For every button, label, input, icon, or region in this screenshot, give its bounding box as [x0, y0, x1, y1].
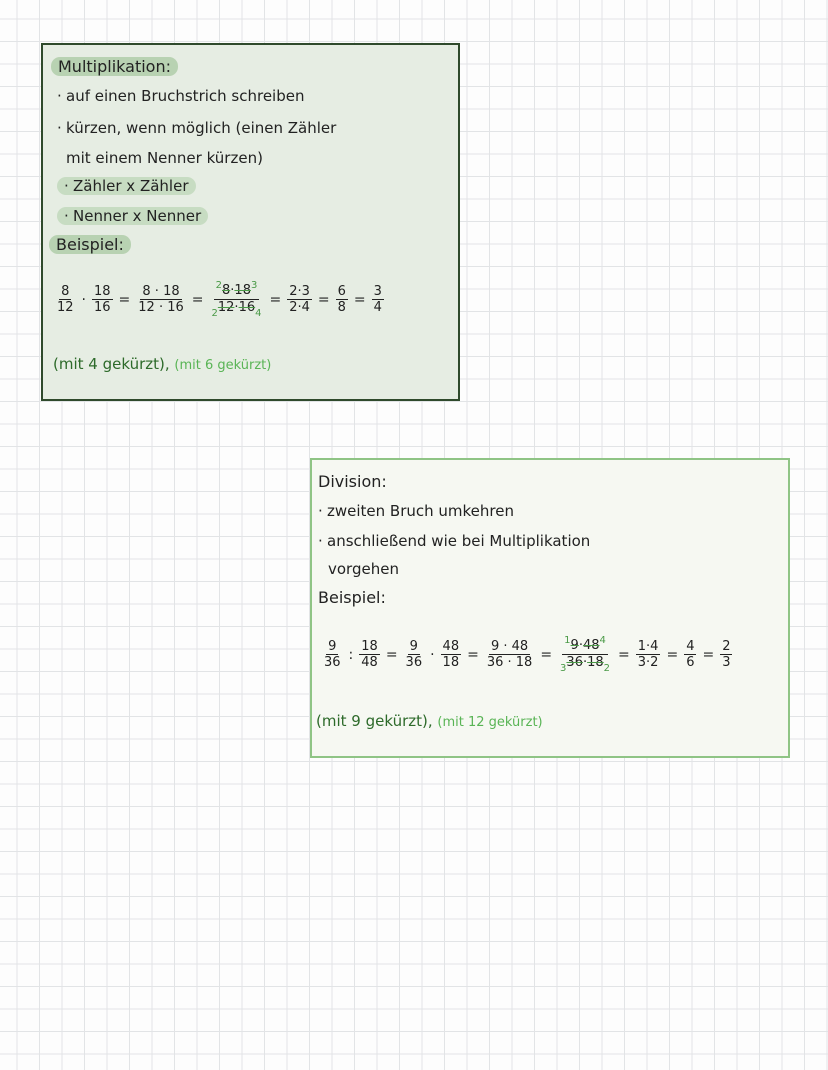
fraction: $\frac{9 \cdot 48}{36 \cdot 18}$	[486, 639, 533, 670]
fraction: $\frac{8 \cdot 18}{12 \cdot 16}$	[138, 284, 184, 315]
mult-bullet-2-cont: mit einem Nenner kürzen)	[66, 149, 263, 167]
fraction: $\frac{6}{8}$	[337, 284, 346, 315]
div-reduction-note: (mit 9 gekürzt), (mit 12 gekürzt)	[316, 712, 543, 730]
fraction: $\frac{48}{18}$	[442, 639, 460, 670]
multiplication-card	[41, 43, 460, 401]
fraction: $\frac{4}{6}$	[686, 639, 695, 670]
multiplication-heading: Multiplikation:	[51, 57, 178, 76]
div-example-label: Beispiel:	[318, 588, 386, 607]
fraction-reduced: $\frac{^19\cdot 48^4}{_336\cdot 18_2}$	[560, 635, 611, 674]
division-heading: Division:	[318, 472, 387, 491]
div-bullet-2-cont: vorgehen	[328, 560, 399, 578]
mult-bullet-1: · auf einen Bruchstrich schreiben	[57, 87, 305, 105]
mult-bullet-2: · kürzen, wenn möglich (einen Zähler	[57, 119, 337, 137]
fraction: $\frac{8}{12}$	[57, 284, 74, 315]
div-bullet-1: · zweiten Bruch umkehren	[318, 502, 514, 520]
mult-example-label: Beispiel:	[49, 235, 131, 254]
div-formula: $\frac{9}{36}$ : $\frac{18}{48}$ = $\frac{9}{36}$ · $\frac{48}{18}$ = $\frac{9 \cdot 48}{36 \cdot 18}$ = $\frac{^19\cdot 48^4}{_336\cdot 18_2}$ = $\frac{1\cdot 4}{3\cdot 2}$ = $\frac{4}{6}$ = $\frac{2}{3}$	[324, 635, 731, 674]
division-card	[310, 458, 790, 758]
fraction: $\frac{9}{36}$	[324, 639, 341, 670]
mult-bullet-3: · Zähler x Zähler	[57, 177, 196, 195]
fraction: $\frac{18}{48}$	[361, 639, 378, 670]
mult-formula: $\frac{8}{12}$ · $\frac{18}{16}$ = $\frac{8 \cdot 18}{12 \cdot 16}$ = $\frac{^28\cdot 18^3}{_212\cdot 16_4}$ = $\frac{2\cdot 3}{2\cdot 4}$ = $\frac{6}{8}$ = $\frac{3}{4}$	[57, 280, 382, 319]
fraction-reduced: $\frac{^28\cdot 18^3}{_212\cdot 16_4}$	[211, 280, 262, 319]
fraction: $\frac{18}{16}$	[94, 284, 111, 315]
fraction: $\frac{3}{4}$	[373, 284, 382, 315]
mult-bullet-4: · Nenner x Nenner	[57, 207, 208, 225]
mult-reduction-note: (mit 4 gekürzt), (mit 6 gekürzt)	[53, 355, 272, 373]
fraction: $\frac{2\cdot 3}{2\cdot 4}$	[289, 284, 310, 315]
fraction: $\frac{9}{36}$	[405, 639, 423, 670]
div-bullet-2: · anschließend wie bei Multiplikation	[318, 532, 591, 550]
fraction: $\frac{2}{3}$	[722, 639, 731, 670]
fraction: $\frac{1\cdot 4}{3\cdot 2}$	[637, 639, 659, 670]
